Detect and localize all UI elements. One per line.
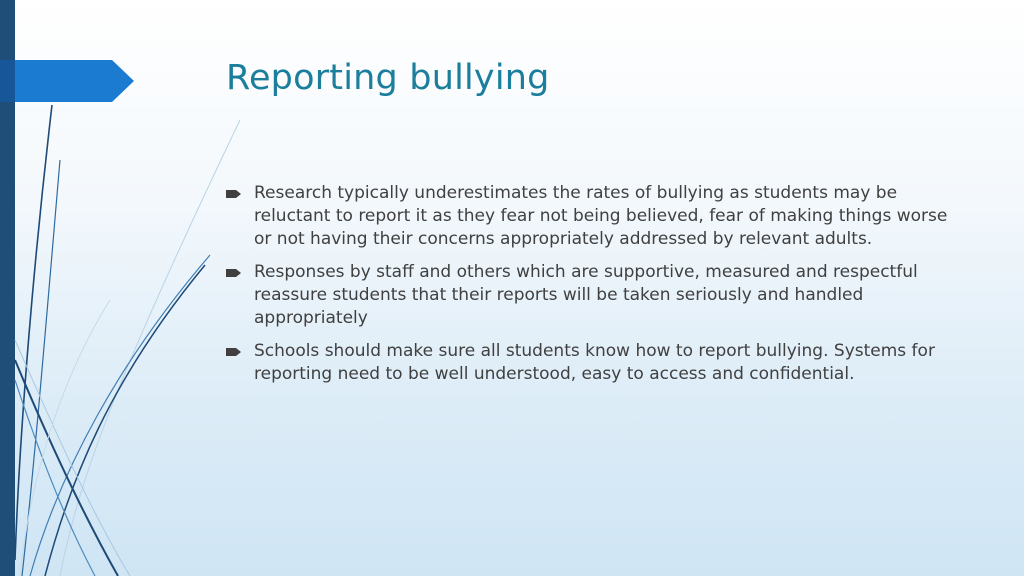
bullet-item: [226, 340, 966, 386]
bullet-text: Responses by staff and others which are supportive, measured and respectful reassure students that their reports will be taken seriously and handled appropriately: [254, 262, 918, 328]
slide-title: Reporting bullying: [226, 58, 550, 98]
pointer-bullet-icon: [226, 268, 242, 278]
title-accent-tab: [0, 60, 134, 102]
pointer-bullet-icon: [226, 347, 242, 357]
bullet-item: [226, 261, 966, 330]
bullet-item: [226, 182, 966, 251]
bullet-text: Schools should make sure all students know how to report bullying. Systems for reporting need to be well understood, easy to access and confidential.: [254, 341, 935, 384]
bullet-list: [226, 182, 966, 396]
bullet-text: Research typically underestimates the rates of bullying as students may be reluctant to report it as they fear not being believed, fear of making things worse or not having their concerns appropriately addressed by relevant adults.: [254, 183, 948, 249]
pointer-bullet-icon: [226, 189, 242, 199]
